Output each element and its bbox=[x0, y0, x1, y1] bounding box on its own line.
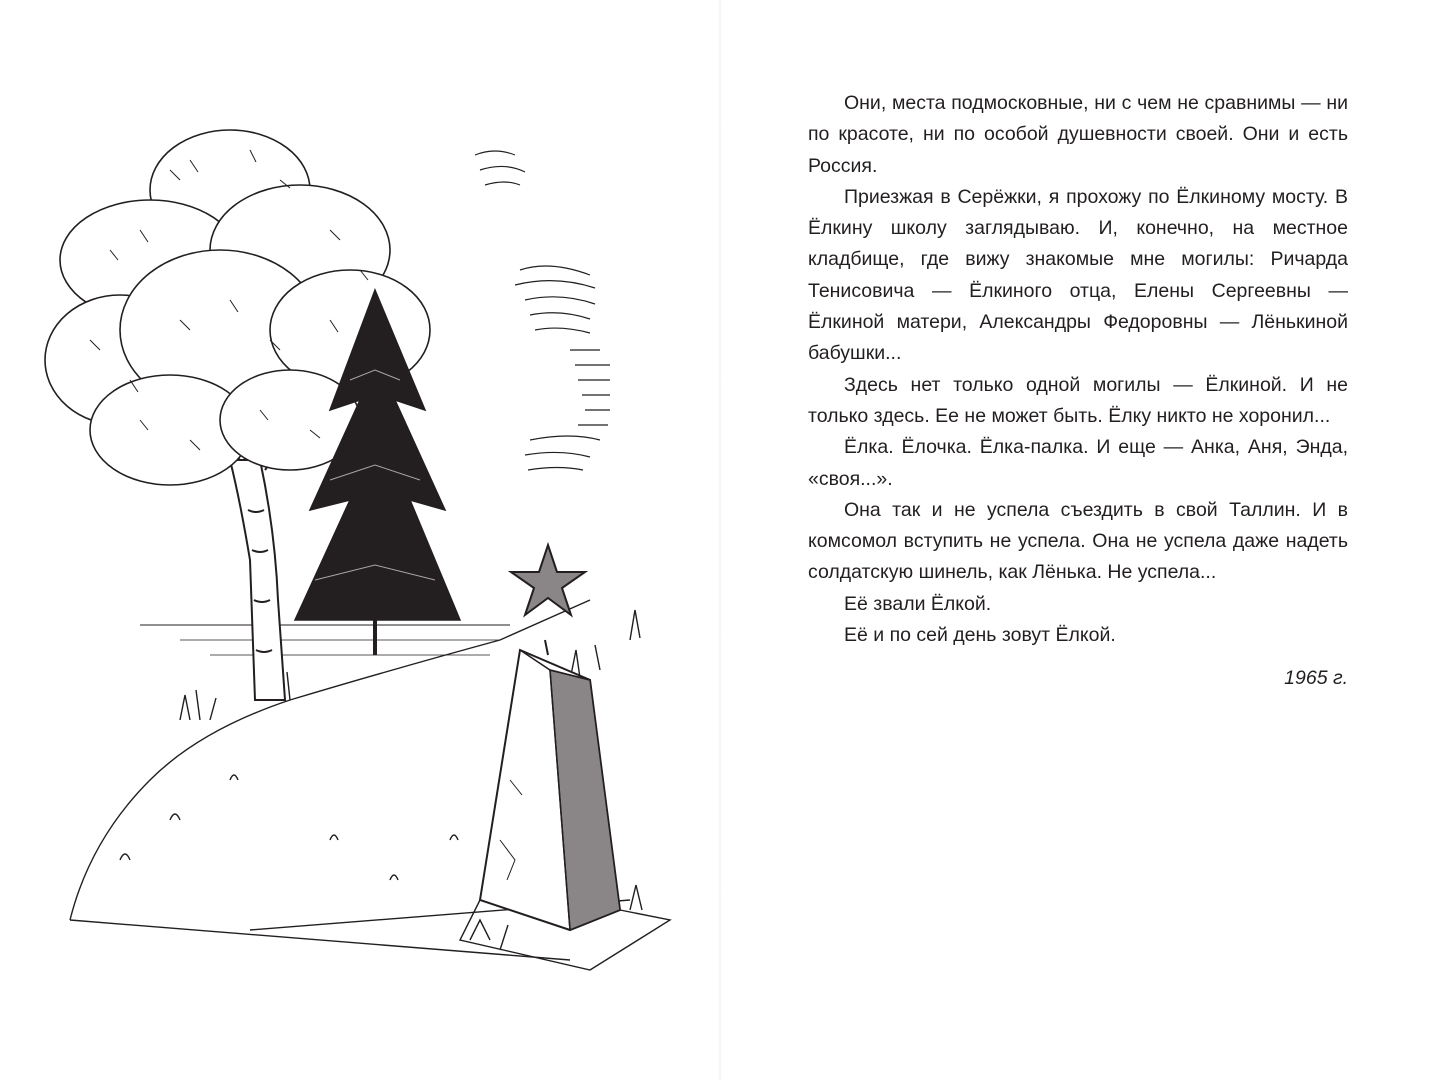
obelisk-icon bbox=[460, 640, 670, 970]
paragraph: Приезжая в Серёжки, я прохожу по Ёлкиному мосту. В Ёлкину школу заглядываю. И, конечно, на местное кладбище, где вижу знакомые мне могилы: Ричарда Тенисовича — Ёлкиного отца, Елены Сергеевны — Ёлкиной матери, Александры Федоровны — Лёнькиной бабушки... bbox=[808, 185, 1348, 365]
illustration bbox=[30, 80, 710, 1040]
text-block bbox=[808, 88, 1348, 695]
paragraph: Её и по сей день зовут Ёлкой. bbox=[844, 624, 1116, 647]
paragraph: Здесь нет только одной могилы — Ёлкиной. И не только здесь. Ее не может быть. Ёлку никто не хоронил... bbox=[808, 373, 1348, 427]
star-icon bbox=[511, 545, 585, 615]
right-page bbox=[720, 0, 1440, 1080]
paragraph: Они, места подмосковные, ни с чем не сравнимы — ни по красоте, ни по особой душевности своей. Они и есть Россия. bbox=[808, 92, 1348, 177]
paragraph: Ёлка. Ёлочка. Ёлка-палка. И еще — Анка, Аня, Энда, «своя...». bbox=[808, 436, 1348, 490]
paragraph: Она так и не успела съездить в свой Таллин. И в комсомол вступить не успела. Она не успела даже надеть солдатскую шинель, как Лёнька. Не успела... bbox=[808, 498, 1348, 584]
clouds-icon bbox=[475, 151, 610, 470]
date-line: 1965 г. bbox=[1284, 667, 1348, 690]
paragraph: Её звали Ёлкой. bbox=[844, 592, 992, 615]
